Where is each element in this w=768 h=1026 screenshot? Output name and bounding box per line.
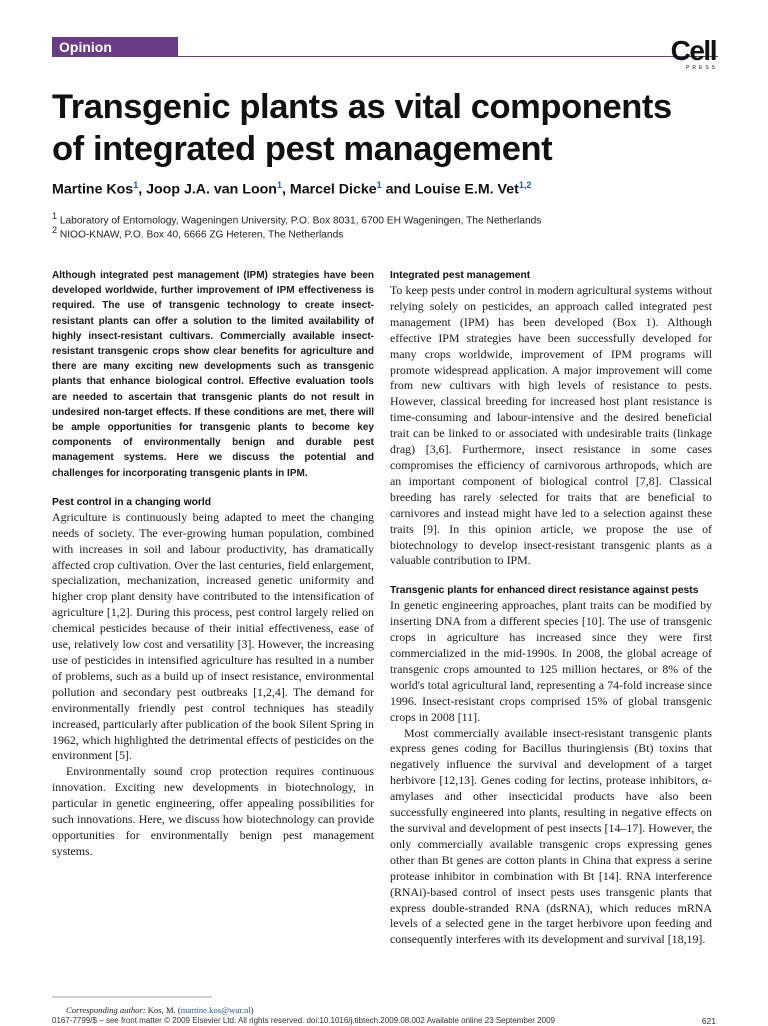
header-rule <box>52 56 718 57</box>
publisher-logo-sub: PRESS <box>686 65 718 71</box>
affiliation-sup: 2 <box>52 225 58 235</box>
footnote-rule <box>52 996 212 998</box>
article-title-line-2: of integrated pest management <box>52 130 553 168</box>
author-name: Louise E.M. Vet <box>414 181 519 198</box>
footer-copyright: 0167-7799/$ – see front matter © 2009 Elsevier Ltd. All rights reserved. doi:10.1016/j.tibtech.2009.08.002 Available online 23 September 2009 <box>52 1016 555 1025</box>
affiliation-sup: 1 <box>52 211 58 221</box>
affiliation-text: NIOO-KNAW, P.O. Box 40, 6666 ZG Heteren, The Netherlands <box>57 229 344 241</box>
body-paragraph: Agriculture is continuously being adapted to meet the changing needs of society. The ever-growing human population, combined with increases in soil and labour productivity, has dramatically affected crop cultivation. Over the last centuries, field enlargement, specialization, mechanization, increased genetic uniformity and higher crop plant density have contributed to the intensification of agriculture [1,2]. During this process, pest control largely relied on chemical pesticides because of their initial effectiveness, ease of use, relatively low cost and versatility [3]. However, the increasing use of pesticides in intensified agriculture has resulted in a number of problems, such as a build up of insect resistance, environmental pollution and secondary pest outbreaks [1,2,4]. The demand for environmentally friendly pest control techniques has steadily increased, particularly after publication of the book Silent Spring in 1962, which highlighted the detrimental effects of pesticides on the environment [5]. <box>52 509 374 763</box>
body-paragraph: Most commercially available insect-resistant transgenic plants express genes coding for Bacillus thuringiensis (Bt) toxins that negatively influence the survival and development of a target herbivore [12,13]. Genes coding for lectins, protease inhibitors, α-amylases and other insecticidal products have also been successfully engineered into plants, resulting in negative effects on the survival and development of pest insects [14–17]. However, the only commercially available transgenic crops expressing genes other than Bt genes are cotton plants in China that express a serine protease inhibitor in combination with Bt [14]. RNA interference (RNAi)-based control of insect pests uses transgenic plants that express double-stranded RNA (dsRNA), which reduces mRNA levels of a selected gene in the target herbivore upon feeding and consequently interferes with its development and survival [18,19]. <box>390 725 712 947</box>
page-number: 621 <box>701 1016 716 1026</box>
author-affiliation-sup[interactable]: 1,2 <box>518 180 532 190</box>
author-affiliation-sup[interactable]: 1 <box>276 180 282 190</box>
affiliation-text: Laboratory of Entomology, Wageningen University, P.O. Box 8031, 6700 EH Wageningen, The Netherlands <box>57 215 542 227</box>
article-title <box>52 86 732 170</box>
author-name: Joop J.A. van Loon <box>146 181 277 198</box>
publisher-logo <box>670 35 718 72</box>
affiliation-2 <box>52 225 732 240</box>
abstract: Although integrated pest management (IPM) strategies have been developed worldwide, further improvement of IPM effectiveness is required. The use of transgenic technology to create insect-resistant plants can offer a solution to the limited availability of highly insect-resistant cultivars. Commercially available insect-resistant transgenic crops show clear benefits for agriculture and there are many exciting new developments such as transgenic plants that enhance biological control. Effective evaluation tools are needed to ascertain that transgenic plants do not result in undesired non-target effects. If these conditions are met, there will be ample opportunities for transgenic plants to become key components of environmentally benign and durable pest management systems. Here we discuss the potential and challenges for incorporating transgenic plants in IPM. <box>52 270 374 479</box>
corresponding-label: Corresponding author: <box>66 1005 146 1015</box>
author-list <box>52 180 732 198</box>
section-tag-opinion: Opinion <box>52 37 178 57</box>
section-heading-pest-control: Pest control in a changing world <box>52 496 212 508</box>
corresponding-email-link[interactable]: martine.kos@wur.nl <box>180 1005 251 1015</box>
body-paragraph: To keep pests under control in modern agricultural systems without relying solely on pesticides, an approach called integrated pest management (IPM) has been developed (Box 1). Although effective IPM strategies have been successfully developed for many crops worldwide, improvement of IPM programs will promote widespread application. A major improvement will come from new cultivars with high levels of resistance to pests. However, classical breeding for increased host plant resistance is time-consuming and labour-intensive and the desired beneficial trait can be linked to or associated with undesirable traits (linkage drag) [3,6]. Furthermore, insect resistance in some cases compromises the efficiency of carnivorous arthropods, which are an important component of biological control [7,8]. Classical breeding has rarely selected for traits that are beneficial to carnivores and instead might have led to a selection against these traits [9]. In this opinion article, we propose the use of biotechnology to develop insect-resistant transgenic plants as a valuable contribution to IPM. <box>390 283 712 568</box>
body-paragraph: In genetic engineering approaches, plant traits can be modified by inserting DNA from a different species [10]. The use of transgenic crops in agriculture has increased since they were first commercialized in the mid-1990s. In 2008, the global acreage of transgenic crops amounted to 125 million hectares, or 8% of the world's total agricultural land, representing a 74-fold increase since 1996. Insect-resistant crops comprised 15% of global transgenic crops in 2008 [11]. <box>390 598 712 724</box>
section-heading-transgenic-plants: Transgenic plants for enhanced direct resistance against pests <box>390 585 699 597</box>
author-affiliation-sup[interactable]: 1 <box>133 180 139 190</box>
author-name: Martine Kos <box>52 181 134 198</box>
author-name: Marcel Dicke <box>289 181 377 198</box>
corresponding-author <box>66 1005 386 1015</box>
right-column <box>390 268 712 948</box>
section-spacer <box>390 569 712 583</box>
corresponding-name: Kos, M. ( <box>145 1005 181 1015</box>
author-affiliation-sup[interactable]: 1 <box>376 180 382 190</box>
author-separator: , <box>281 181 290 198</box>
publisher-logo-word: Cell <box>670 35 716 66</box>
corresponding-close: ) <box>250 1005 254 1015</box>
author-separator: and <box>381 181 415 198</box>
article-title-line-1: Transgenic plants as vital components <box>52 88 672 126</box>
author-separator: , <box>138 181 147 198</box>
section-heading-ipm: Integrated pest management <box>390 270 531 281</box>
body-paragraph: Environmentally sound crop protection requires continuous innovation. Exciting new developments in biotechnology, in particular in genetic engineering, offer appealing possibilities for such innovations. Here, we discuss how biotechnology can provide opportunities for environmentally benign pest management systems. <box>52 764 374 858</box>
left-column <box>52 268 374 860</box>
